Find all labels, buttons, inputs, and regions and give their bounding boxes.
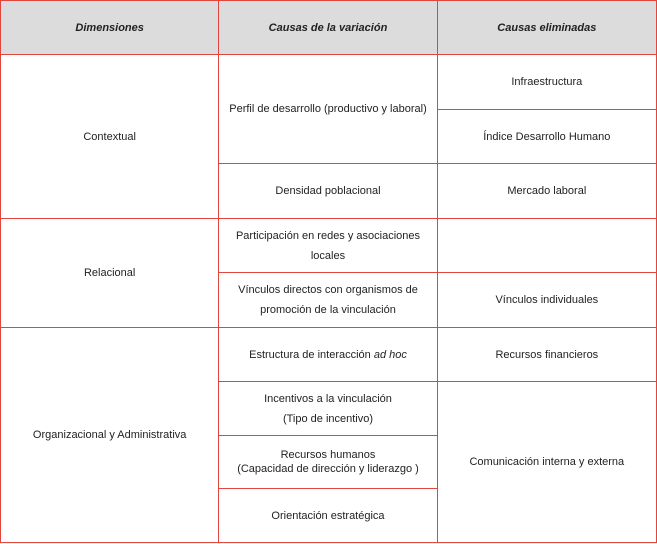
cause-line: Recursos humanos — [280, 449, 376, 461]
cause-text-italic: ad hoc — [373, 348, 407, 361]
eliminated-cause-cell: Mercado laboral — [437, 164, 656, 219]
header-causas-eliminadas: Causas eliminadas — [437, 1, 656, 55]
eliminated-cause-cell-empty — [437, 219, 656, 273]
table-row — [1, 328, 657, 382]
cause-cell: Perfil de desarrollo (productivo y laboral) — [219, 55, 437, 164]
dimension-contextual: Contextual — [1, 55, 219, 219]
eliminated-cause-cell: Infraestructura — [437, 55, 656, 110]
cause-line: Incentivos a la vinculación — [264, 392, 392, 405]
cause-cell — [219, 328, 437, 382]
cause-cell: Vínculos directos con organismos de promoción de la vinculación — [219, 273, 437, 328]
cause-line: (Capacidad de dirección y liderazgo ) — [237, 463, 419, 475]
cause-cell: Participación en redes y asociaciones locales — [219, 219, 437, 273]
table-row — [1, 219, 657, 273]
cause-cell: Orientación estratégica — [219, 489, 437, 543]
cause-cell — [219, 382, 437, 436]
cause-line: (Tipo de incentivo) — [282, 412, 374, 425]
cause-text: Estructura de interacción — [249, 348, 374, 361]
header-causas-variacion: Causas de la variación — [219, 1, 437, 55]
dimension-organizacional: Organizacional y Administrativa — [1, 328, 219, 543]
cause-cell: Densidad poblacional — [219, 164, 437, 219]
eliminated-cause-cell: Vínculos individuales — [437, 273, 656, 328]
header-dimensiones: Dimensiones — [1, 1, 219, 55]
eliminated-cause-cell: Recursos financieros — [437, 328, 656, 382]
eliminated-cause-cell: Índice Desarrollo Humano — [437, 110, 656, 164]
table-row — [1, 55, 657, 110]
eliminated-cause-cell: Comunicación interna y externa — [437, 382, 656, 543]
cause-cell — [219, 436, 437, 489]
header-row — [1, 1, 657, 55]
dimension-relacional: Relacional — [1, 219, 219, 328]
